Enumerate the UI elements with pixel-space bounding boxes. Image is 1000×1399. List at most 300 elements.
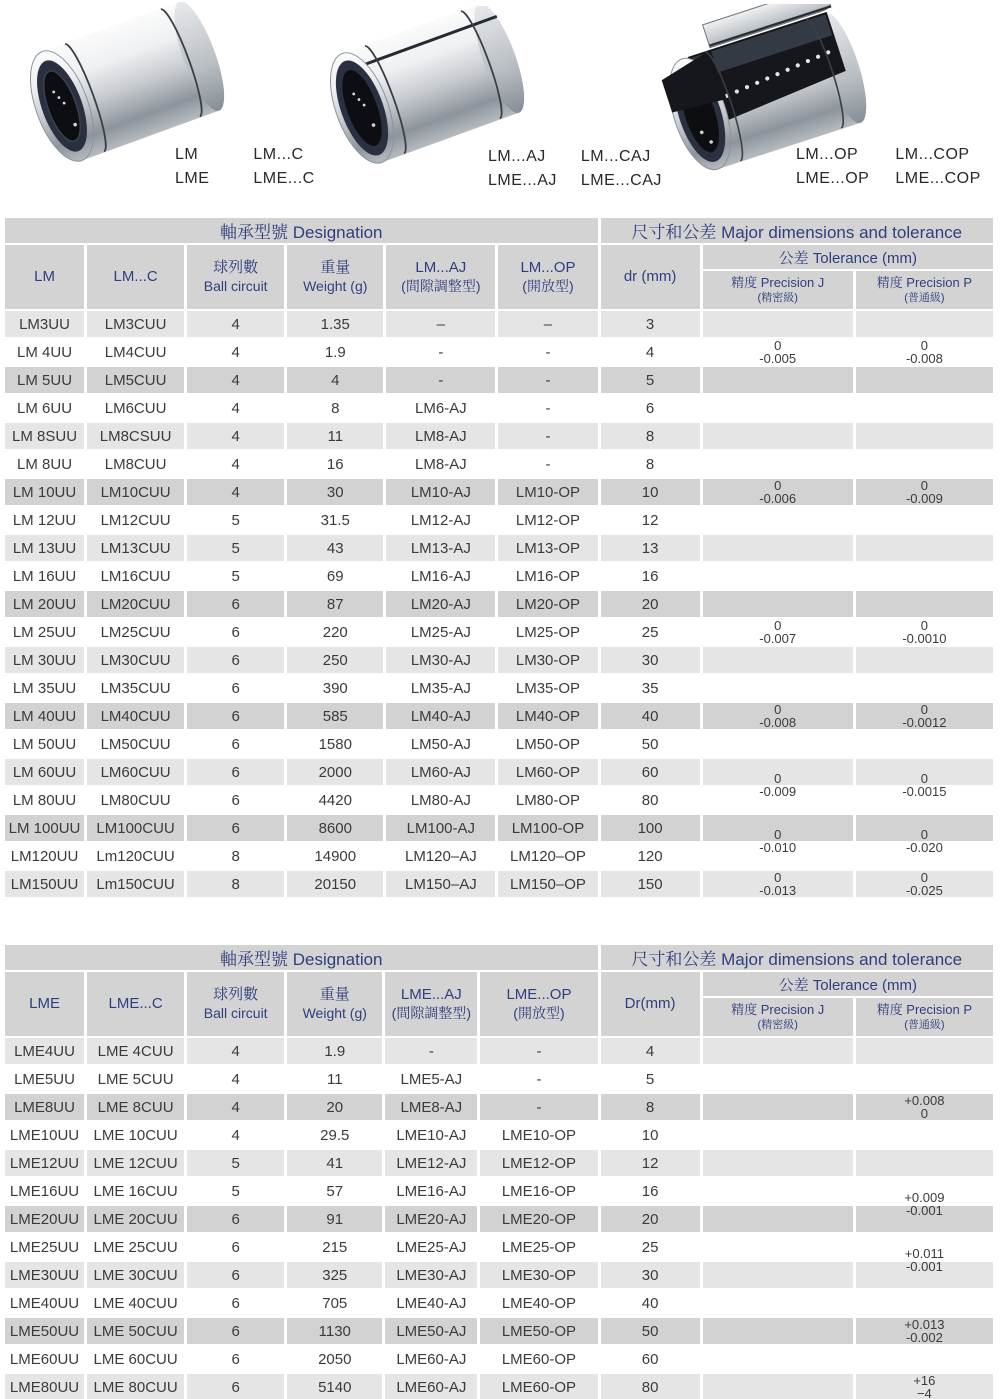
tolerance-value: 0 -0.020 [905,827,943,855]
cell-aj: LME60-AJ [385,1374,477,1399]
tolerance-value: 0 -0.0010 [902,618,947,646]
cell-weight: 16 [287,451,383,477]
cell-tol-p [856,591,993,617]
cell-op: LM25-OP [498,619,597,645]
table-row [5,591,993,617]
cell-weight: 5140 [287,1374,382,1399]
cell-lmc: LME 40CUU [87,1290,184,1316]
cell-lmc: LM20CUU [87,591,184,617]
cell-tol-j [703,1094,853,1120]
cell-ball: 5 [187,535,284,561]
cell-weight: 250 [287,647,383,673]
cell-weight: 585 [287,703,383,729]
cell-ball: 5 [187,1150,284,1176]
cell-tol-j [703,1066,853,1092]
cell-weight: 8600 [287,815,383,841]
cell-lmc: LME 4CUU [87,1038,184,1064]
cell-lm: LME50UU [5,1318,84,1344]
table-header [5,945,993,1036]
cell-tol-p [856,1150,993,1176]
dimensions-band: 尺寸和公差 Major dimensions and tolerance [601,945,993,970]
cell-ball: 6 [187,1374,284,1399]
cell-lmc: LME 5CUU [87,1066,184,1092]
cell-aj: - [385,1038,477,1064]
cell-tol-p [856,395,993,421]
table-row [5,451,993,477]
cell-dr: 80 [601,787,700,813]
cell-weight: 69 [287,563,383,589]
col-header-lmc: LM...C [87,245,184,309]
table-row [5,675,993,701]
table-row [5,1094,993,1120]
cell-lm: LME10UU [5,1122,84,1148]
cell-tol-p [856,367,993,393]
table-row [5,1178,993,1204]
cell-tol-j [703,535,853,561]
cell-lmc: LM6CUU [87,395,184,421]
cell-dr: 8 [601,451,700,477]
table-row [5,731,993,757]
cell-ball: 4 [187,367,284,393]
tolerance-value: 0 -0.006 [759,478,797,506]
tolerance-value: 0 -0.0012 [902,702,947,730]
cell-ball: 4 [187,311,284,337]
cell-lm: LM 10UU [5,479,84,505]
cell-op: LM50-OP [498,731,597,757]
cell-weight: 1130 [287,1318,382,1344]
cell-op: - [480,1066,597,1092]
cell-weight: 11 [287,423,383,449]
cell-tol-j [703,1206,853,1232]
cell-weight: 390 [287,675,383,701]
cell-tol-j [703,1150,853,1176]
cell-lm: LM 50UU [5,731,84,757]
tolerance-value: 0 -0.013 [759,870,797,898]
cell-tol-p [856,759,993,799]
table-row [5,703,993,729]
cell-aj: LM35-AJ [386,675,495,701]
cell-ball: 4 [187,1122,284,1148]
cell-aj: LME30-AJ [385,1262,477,1288]
cell-ball: 8 [187,843,284,869]
cell-lm: LM 20UU [5,591,84,617]
cell-dr: 8 [601,1094,700,1120]
cell-ball: 4 [187,423,284,449]
table-row [5,311,993,337]
cell-weight: 4420 [287,787,383,813]
product-label: LM [175,146,199,163]
cell-weight: 57 [287,1178,382,1204]
cell-ball: 5 [187,563,284,589]
cell-tol-p [856,535,993,561]
cell-aj: LME50-AJ [385,1318,477,1344]
cell-tol-j [703,479,853,505]
cell-ball: 5 [187,1178,284,1204]
cell-weight: 220 [287,619,383,645]
cell-op: LM150–OP [498,871,597,897]
cell-op: LME16-OP [480,1178,597,1204]
cell-aj: LM13-AJ [386,535,495,561]
cell-op: - [480,1094,597,1120]
cell-dr: 20 [601,1206,700,1232]
cell-aj: LM40-AJ [386,703,495,729]
tolerance-value: +0.009 -0.001 [904,1190,945,1218]
cell-ball: 4 [187,339,284,365]
cell-ball: 6 [187,1318,284,1344]
cell-weight: 1580 [287,731,383,757]
cell-tol-j [703,591,853,617]
adjustable-bearing-labels [488,148,662,190]
cell-lm: LME16UU [5,1178,84,1204]
standard-bearing-labels [175,146,315,188]
table-row [5,423,993,449]
cell-aj: LME5-AJ [385,1066,477,1092]
cell-ball: 6 [187,1346,284,1372]
cell-dr: 4 [601,339,700,365]
cell-lm: LM 13UU [5,535,84,561]
cell-dr: 50 [601,731,700,757]
col-header-aj: LME...AJ (間隙調整型) [385,972,477,1036]
cell-lm: LM 4UU [5,339,84,365]
cell-lmc: LM8CSUU [87,423,184,449]
tolerance-value: +0.008 0 [904,1093,945,1121]
cell-dr: 5 [601,367,700,393]
cell-op: LME12-OP [480,1150,597,1176]
cell-op: LM30-OP [498,647,597,673]
cell-op: LME50-OP [480,1318,597,1344]
cell-weight: 20150 [287,871,383,897]
cell-dr: 30 [601,647,700,673]
cell-ball: 6 [187,815,284,841]
cell-dr: 100 [601,815,700,841]
cell-tol-p [856,1374,993,1399]
cell-tol-p [856,675,993,701]
col-header-op: LME...OP (開放型) [480,972,597,1036]
cell-tol-j [703,339,853,365]
cell-lmc: LM40CUU [87,703,184,729]
cell-ball: 4 [187,1094,284,1120]
cell-lmc: LME 25CUU [87,1234,184,1260]
table-row [5,1150,993,1176]
cell-ball: 6 [187,703,284,729]
cell-tol-p [856,1038,993,1064]
product-label: LM...AJ [488,148,546,165]
col-header-ball: 球列數 Ball circuit [187,972,284,1036]
cell-op: LME60-OP [480,1346,597,1372]
cell-tol-j [703,619,853,645]
col-header-tol-j: 精度 Precision J (精密級) [703,998,853,1036]
cell-lm: LM 100UU [5,815,84,841]
cell-dr: 35 [601,675,700,701]
col-header-lm: LM [5,245,84,309]
cell-lmc: LM80CUU [87,787,184,813]
cell-lmc: LM100CUU [87,815,184,841]
product-label: LME...C [253,170,315,187]
tolerance-value: 0 -0.007 [759,618,797,646]
cell-dr: 20 [601,591,700,617]
col-header-op: LM...OP (開放型) [498,245,597,309]
cell-tol-p [856,647,993,673]
cell-tol-j [703,507,853,533]
tolerance-value: 0 -0.010 [759,827,797,855]
cell-lm: LME5UU [5,1066,84,1092]
product-label: LM...CAJ [580,148,651,165]
cell-lmc: LM5CUU [87,367,184,393]
table-row [5,535,993,561]
tolerance-value: 0 -0.0015 [902,771,947,799]
cell-tol-p [856,1066,993,1092]
cell-op: LM35-OP [498,675,597,701]
cell-tol-j [703,731,853,757]
cell-tol-p [856,563,993,589]
cell-weight: 14900 [287,843,383,869]
cell-lmc: LM10CUU [87,479,184,505]
table-row [5,339,993,365]
table-row [5,1038,993,1064]
tolerance-value: 0 -0.009 [905,478,943,506]
cell-lmc: LM12CUU [87,507,184,533]
cell-weight: 20 [287,1094,382,1120]
table-row [5,395,993,421]
cell-lm: LM 80UU [5,787,84,813]
cell-aj: LM8-AJ [386,451,495,477]
cell-aj: LM50-AJ [386,731,495,757]
table-row [5,815,993,841]
cell-aj: LME20-AJ [385,1206,477,1232]
cell-aj: LM60-AJ [386,759,495,785]
cell-weight: 11 [287,1066,382,1092]
tolerance-value: 0 -0.005 [759,338,797,366]
cell-tol-p [856,1290,993,1316]
cell-lm: LM 8SUU [5,423,84,449]
cell-weight: 1.35 [287,311,383,337]
cell-aj: - [386,339,495,365]
lm-table [2,216,996,899]
cell-weight: 41 [287,1150,382,1176]
cell-lmc: LME 10CUU [87,1122,184,1148]
cell-lmc: LM35CUU [87,675,184,701]
col-header-weight: 重量 Weight (g) [287,972,382,1036]
cell-tol-p [856,1122,993,1148]
cell-lm: LME8UU [5,1094,84,1120]
tolerance-value: +16 −4 [913,1373,936,1399]
cell-aj: LM30-AJ [386,647,495,673]
cell-tol-p [856,451,993,477]
cell-ball: 4 [187,1066,284,1092]
cell-aj: LME25-AJ [385,1234,477,1260]
cell-ball: 6 [187,1290,284,1316]
cell-lm: LME25UU [5,1234,84,1260]
cell-ball: 6 [187,647,284,673]
cell-lmc: LM4CUU [87,339,184,365]
cell-lm: LM 30UU [5,647,84,673]
band-row [5,218,993,243]
cell-lm: LM 8UU [5,451,84,477]
cell-tol-j [703,647,853,673]
table-row [5,1122,993,1148]
cell-dr: 60 [601,1346,700,1372]
cell-lm: LME4UU [5,1038,84,1064]
cell-tol-j [703,367,853,393]
cell-lmc: LME 20CUU [87,1206,184,1232]
product-label: LME...CAJ [580,172,662,189]
tolerance-header: 公差 Tolerance (mm) [703,245,993,269]
table-row [5,1290,993,1316]
cell-op: - [498,423,597,449]
col-header-weight: 重量 Weight (g) [287,245,383,309]
cell-dr: 40 [601,1290,700,1316]
cell-tol-p [856,1234,993,1274]
cell-ball: 4 [187,1038,284,1064]
cell-dr: 13 [601,535,700,561]
product-label: LM...C [253,146,304,163]
cell-op: LM40-OP [498,703,597,729]
tolerance-value: 0 -0.008 [759,702,797,730]
cell-tol-j [703,423,853,449]
cell-lm: LM 12UU [5,507,84,533]
product-photos [0,0,1000,212]
cell-lm: LME12UU [5,1150,84,1176]
product-label: LME...OP [796,170,870,187]
cell-ball: 6 [187,1234,284,1260]
designation-band: 軸承型號 Designation [5,945,598,970]
cell-aj: LM12-AJ [386,507,495,533]
cell-aj: LM8-AJ [386,423,495,449]
cell-aj: LM20-AJ [386,591,495,617]
cell-lmc: Lm120CUU [87,843,184,869]
cell-lmc: LME 60CUU [87,1346,184,1372]
product-label: LM...COP [895,146,970,163]
table-row [5,1262,993,1288]
cell-aj: LME12-AJ [385,1150,477,1176]
cell-lm: LM150UU [5,871,84,897]
cell-tol-j [703,1262,853,1288]
cell-tol-j [703,759,853,799]
cell-op: - [498,451,597,477]
cell-lm: LM 35UU [5,675,84,701]
cell-lmc: Lm150CUU [87,871,184,897]
cell-lmc: LM30CUU [87,647,184,673]
col-header-lm: LME [5,972,84,1036]
cell-op: LM60-OP [498,759,597,785]
cell-aj: LM25-AJ [386,619,495,645]
cell-aj: LME16-AJ [385,1178,477,1204]
table-row [5,1318,993,1344]
cell-weight: 4 [287,367,383,393]
cell-op: LM12-OP [498,507,597,533]
table-header [5,218,993,309]
table-row [5,367,993,393]
cell-op: LM100-OP [498,815,597,841]
cell-dr: 25 [601,619,700,645]
table-row [5,1346,993,1372]
table-row [5,1374,993,1399]
cell-dr: 8 [601,423,700,449]
cell-lmc: LME 30CUU [87,1262,184,1288]
cell-op: LM80-OP [498,787,597,813]
cell-op: - [498,395,597,421]
table-row [5,507,993,533]
cell-tol-j [703,1178,853,1204]
cell-dr: 50 [601,1318,700,1344]
cell-dr: 150 [601,871,700,897]
cell-lmc: LME 80CUU [87,1374,184,1399]
cell-tol-p [856,1318,993,1344]
col-header-aj: LM...AJ (間隙調整型) [386,245,495,309]
cell-aj: LM120–AJ [386,843,495,869]
cell-tol-p [856,815,993,855]
cell-lm: LM3UU [5,311,84,337]
cell-tol-j [703,563,853,589]
cell-dr: 40 [601,703,700,729]
cell-op: LME20-OP [480,1206,597,1232]
cell-aj: LME60-AJ [385,1346,477,1372]
cell-dr: 120 [601,843,700,869]
table-body [5,311,993,897]
cell-aj: LME10-AJ [385,1122,477,1148]
cell-ball: 8 [187,871,284,897]
cell-ball: 6 [187,675,284,701]
cell-lmc: LM60CUU [87,759,184,785]
cell-ball: 4 [187,395,284,421]
col-header-lmc: LME...C [87,972,184,1036]
cell-tol-j [703,395,853,421]
dimensions-band: 尺寸和公差 Major dimensions and tolerance [601,218,993,243]
cell-dr: 12 [601,1150,700,1176]
cell-tol-j [703,675,853,701]
cell-tol-p [856,311,993,337]
col-header-tol-p: 精度 Precision P (普通級) [856,998,993,1036]
cell-lmc: LM16CUU [87,563,184,589]
cell-op: LME60-OP [480,1374,597,1399]
product-label: LME [175,170,210,187]
cell-tol-j [703,1318,853,1344]
cell-weight: 30 [287,479,383,505]
cell-weight: 1.9 [287,1038,382,1064]
cell-aj: LME40-AJ [385,1290,477,1316]
cell-weight: 91 [287,1206,382,1232]
table-body [5,1038,993,1399]
cell-lm: LM 40UU [5,703,84,729]
table-row [5,871,993,897]
cell-tol-p [856,1346,993,1372]
cell-lmc: LME 16CUU [87,1178,184,1204]
cell-dr: 10 [601,479,700,505]
cell-dr: 16 [601,1178,700,1204]
cell-ball: 5 [187,507,284,533]
cell-lmc: LM13CUU [87,535,184,561]
cell-tol-p [856,423,993,449]
cell-tol-p [856,507,993,533]
cell-tol-j [703,1122,853,1148]
cell-dr: 4 [601,1038,700,1064]
cell-tol-p [856,1094,993,1120]
cell-dr: 80 [601,1374,700,1399]
cell-ball: 6 [187,759,284,785]
cell-lmc: LM3CUU [87,311,184,337]
cell-op: LME25-OP [480,1234,597,1260]
cell-tol-p [856,731,993,757]
cell-op: - [498,367,597,393]
cell-lm: LME40UU [5,1290,84,1316]
open-bearing-labels [796,146,981,188]
cell-dr: 5 [601,1066,700,1092]
cell-ball: 6 [187,1206,284,1232]
column-header-row [5,972,993,996]
cell-lm: LME60UU [5,1346,84,1372]
cell-lm: LM 5UU [5,367,84,393]
cell-tol-j [703,1346,853,1372]
